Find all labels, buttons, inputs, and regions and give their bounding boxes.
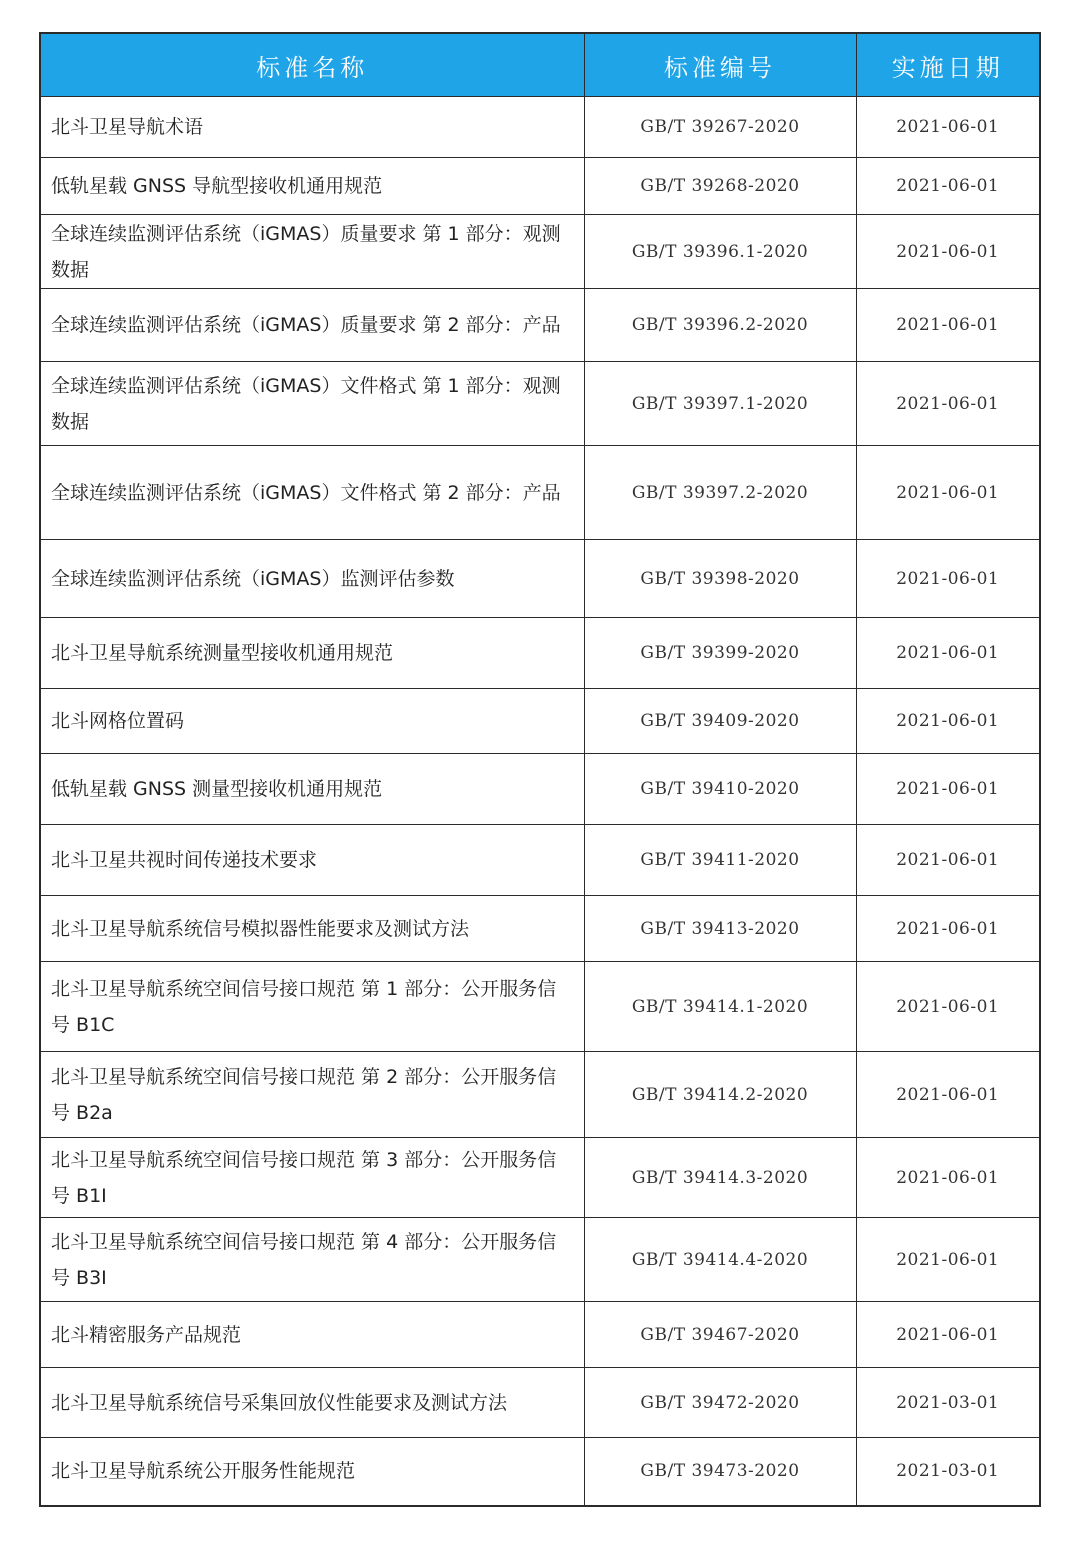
standard-code-cell: GB/T 39414.1-2020	[584, 962, 856, 1052]
standard-code-cell: GB/T 39267-2020	[584, 97, 856, 158]
standard-code-cell: GB/T 39397.1-2020	[584, 362, 856, 446]
standard-name-cell: 北斗卫星导航系统空间信号接口规范 第 4 部分：公开服务信号 B3I	[40, 1218, 584, 1302]
table-row	[40, 289, 1040, 362]
table-row	[40, 362, 1040, 446]
table-row	[40, 1302, 1040, 1368]
standard-name-cell: 北斗卫星导航系统空间信号接口规范 第 3 部分：公开服务信号 B1I	[40, 1138, 584, 1218]
implementation-date-cell: 2021-06-01	[856, 825, 1040, 896]
table-row	[40, 446, 1040, 540]
table-row	[40, 1368, 1040, 1438]
table-row	[40, 1218, 1040, 1302]
implementation-date-cell: 2021-06-01	[856, 97, 1040, 158]
standard-code-cell: GB/T 39414.4-2020	[584, 1218, 856, 1302]
standard-name-cell: 北斗卫星导航系统信号模拟器性能要求及测试方法	[40, 896, 584, 962]
standard-name-cell: 低轨星载 GNSS 导航型接收机通用规范	[40, 158, 584, 215]
standard-name-cell: 全球连续监测评估系统（iGMAS）文件格式 第 1 部分：观测数据	[40, 362, 584, 446]
standard-name-cell: 低轨星载 GNSS 测量型接收机通用规范	[40, 754, 584, 825]
standard-name-cell: 北斗卫星导航系统空间信号接口规范 第 1 部分：公开服务信号 B1C	[40, 962, 584, 1052]
table-header	[40, 33, 1040, 97]
standard-name-cell: 北斗卫星导航系统测量型接收机通用规范	[40, 618, 584, 689]
header-standard-name: 标准名称	[40, 33, 584, 97]
implementation-date-cell: 2021-03-01	[856, 1368, 1040, 1438]
standard-name-cell: 北斗卫星导航系统信号采集回放仪性能要求及测试方法	[40, 1368, 584, 1438]
standard-code-cell: GB/T 39397.2-2020	[584, 446, 856, 540]
standard-code-cell: GB/T 39409-2020	[584, 689, 856, 754]
implementation-date-cell: 2021-06-01	[856, 962, 1040, 1052]
standard-name-cell: 北斗卫星导航系统空间信号接口规范 第 2 部分：公开服务信号 B2a	[40, 1052, 584, 1138]
implementation-date-cell: 2021-06-01	[856, 1052, 1040, 1138]
implementation-date-cell: 2021-06-01	[856, 289, 1040, 362]
standard-name-cell: 全球连续监测评估系统（iGMAS）文件格式 第 2 部分：产品	[40, 446, 584, 540]
table-row	[40, 825, 1040, 896]
table-body	[40, 97, 1040, 1506]
header-implementation-date: 实施日期	[856, 33, 1040, 97]
implementation-date-cell: 2021-06-01	[856, 446, 1040, 540]
standard-code-cell: GB/T 39410-2020	[584, 754, 856, 825]
standard-name-cell: 全球连续监测评估系统（iGMAS）质量要求 第 1 部分：观测数据	[40, 215, 584, 289]
standard-code-cell: GB/T 39411-2020	[584, 825, 856, 896]
implementation-date-cell: 2021-06-01	[856, 1138, 1040, 1218]
implementation-date-cell: 2021-06-01	[856, 754, 1040, 825]
table-row	[40, 618, 1040, 689]
standard-name-cell: 北斗卫星导航术语	[40, 97, 584, 158]
implementation-date-cell: 2021-06-01	[856, 540, 1040, 618]
table-row	[40, 215, 1040, 289]
standard-code-cell: GB/T 39396.1-2020	[584, 215, 856, 289]
table-row	[40, 1052, 1040, 1138]
implementation-date-cell: 2021-06-01	[856, 689, 1040, 754]
table-row	[40, 158, 1040, 215]
implementation-date-cell: 2021-06-01	[856, 896, 1040, 962]
standard-code-cell: GB/T 39268-2020	[584, 158, 856, 215]
standard-code-cell: GB/T 39473-2020	[584, 1438, 856, 1506]
standard-code-cell: GB/T 39413-2020	[584, 896, 856, 962]
table-row	[40, 962, 1040, 1052]
standard-code-cell: GB/T 39472-2020	[584, 1368, 856, 1438]
header-standard-code: 标准编号	[584, 33, 856, 97]
standards-table	[39, 32, 1041, 1507]
table-row	[40, 97, 1040, 158]
standard-name-cell: 北斗卫星导航系统公开服务性能规范	[40, 1438, 584, 1506]
standard-code-cell: GB/T 39399-2020	[584, 618, 856, 689]
implementation-date-cell: 2021-06-01	[856, 618, 1040, 689]
table-row	[40, 1138, 1040, 1218]
standard-code-cell: GB/T 39414.2-2020	[584, 1052, 856, 1138]
standard-name-cell: 全球连续监测评估系统（iGMAS）监测评估参数	[40, 540, 584, 618]
implementation-date-cell: 2021-06-01	[856, 1302, 1040, 1368]
table-row	[40, 754, 1040, 825]
standard-code-cell: GB/T 39398-2020	[584, 540, 856, 618]
implementation-date-cell: 2021-06-01	[856, 215, 1040, 289]
implementation-date-cell: 2021-03-01	[856, 1438, 1040, 1506]
standard-code-cell: GB/T 39414.3-2020	[584, 1138, 856, 1218]
implementation-date-cell: 2021-06-01	[856, 362, 1040, 446]
standard-name-cell: 北斗精密服务产品规范	[40, 1302, 584, 1368]
implementation-date-cell: 2021-06-01	[856, 158, 1040, 215]
implementation-date-cell: 2021-06-01	[856, 1218, 1040, 1302]
table-row	[40, 689, 1040, 754]
standard-name-cell: 北斗卫星共视时间传递技术要求	[40, 825, 584, 896]
table-row	[40, 540, 1040, 618]
table-row	[40, 1438, 1040, 1506]
header-row	[40, 33, 1040, 97]
standard-name-cell: 全球连续监测评估系统（iGMAS）质量要求 第 2 部分：产品	[40, 289, 584, 362]
standard-code-cell: GB/T 39396.2-2020	[584, 289, 856, 362]
standard-name-cell: 北斗网格位置码	[40, 689, 584, 754]
standard-code-cell: GB/T 39467-2020	[584, 1302, 856, 1368]
table-row	[40, 896, 1040, 962]
